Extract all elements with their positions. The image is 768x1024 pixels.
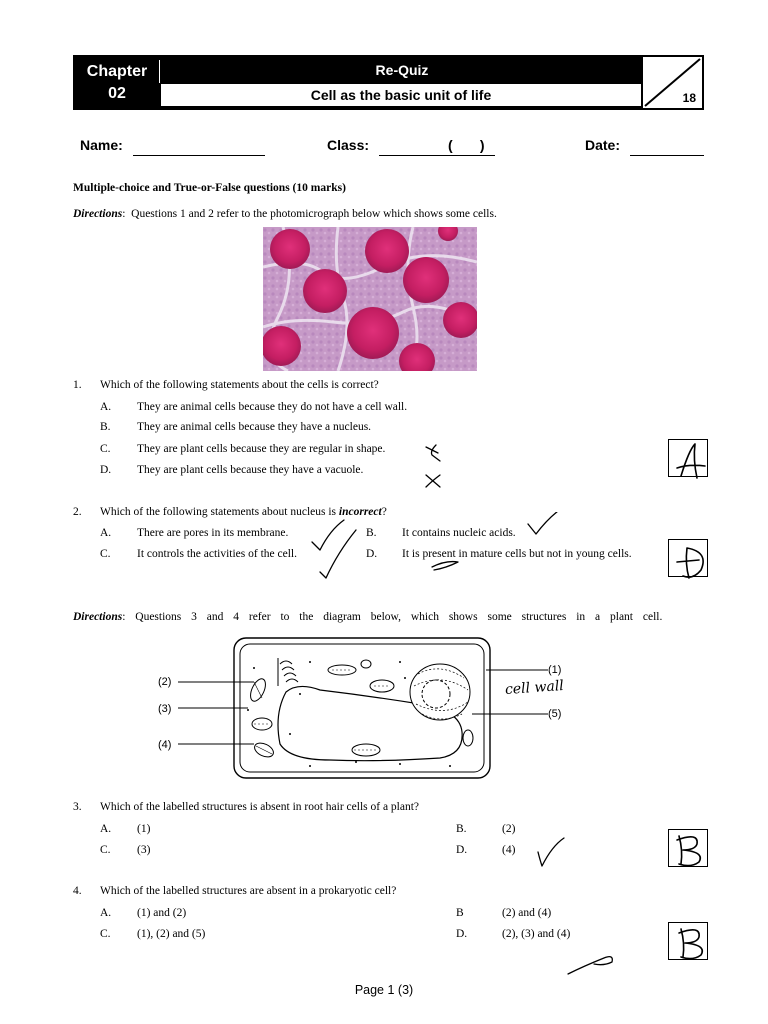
q4-option-c-text: (1), (2) and (5) xyxy=(137,928,206,940)
q2-option-c-text: It controls the activities of the cell. xyxy=(137,548,297,560)
directions-2: Directions: Questions 3 and 4 refer to the diagram below, which shows some structures in a plant cell. xyxy=(73,611,663,623)
score-box xyxy=(643,57,702,108)
scribble-mark-icon xyxy=(564,950,620,978)
question-2-number: 2. xyxy=(73,506,82,518)
q2-option-b-text: It contains nucleic acids. xyxy=(402,527,516,539)
q2-option-a[interactable]: A. xyxy=(100,527,112,539)
q4-option-b-text: (2) and (4) xyxy=(502,907,552,919)
question-2-text: Which of the following statements about nucleus is incorrect? xyxy=(100,506,387,518)
handwritten-answer-d xyxy=(669,540,709,584)
q4-option-c[interactable]: C. xyxy=(100,928,111,940)
q2-option-d-text: It is present in mature cells but not in young cells. xyxy=(402,548,632,560)
question-4-text: Which of the labelled structures are absent in a prokaryotic cell? xyxy=(100,885,397,897)
question-number: 1. xyxy=(73,379,82,391)
diagram-label-2: (2) xyxy=(158,676,172,688)
directions-2-text: : Questions 3 and 4 refer to the diagram below, which shows some structures in a plant cell. xyxy=(122,611,663,623)
q4-option-d-text: (2), (3) and (4) xyxy=(502,928,571,940)
name-label: Name: xyxy=(80,137,123,153)
name-field[interactable] xyxy=(133,154,265,156)
date-field[interactable] xyxy=(630,154,704,156)
directions-word: Directions xyxy=(73,208,123,220)
q2-option-d[interactable]: D. xyxy=(366,548,378,560)
tick-mark-icon xyxy=(534,836,566,870)
class-label: Class: xyxy=(327,137,370,153)
chapter-block xyxy=(75,57,159,108)
quiz-type: Re-Quiz xyxy=(375,62,429,78)
q1-option-b-text: They are animal cells because they have a nucleus. xyxy=(137,421,372,433)
class-number-paren: ( ) xyxy=(448,137,485,153)
chapter-number: 02 xyxy=(108,85,126,102)
answer-box-q4[interactable] xyxy=(668,922,708,960)
q3-option-c-text: (3) xyxy=(137,844,151,856)
handwritten-answer-b xyxy=(669,923,709,963)
q3-option-a-text: (1) xyxy=(137,823,151,835)
q1-option-c-text: They are plant cells because they are regular in shape. xyxy=(137,443,386,455)
q1-option-a[interactable]: A. xyxy=(100,401,112,413)
directions-1 xyxy=(73,207,497,221)
answer-box-q1[interactable] xyxy=(668,439,708,477)
question-text: Which of the following statements about the cells is correct? xyxy=(100,379,379,391)
q2-option-b[interactable]: B. xyxy=(366,527,377,539)
q4-option-a-text: (1) and (2) xyxy=(137,907,187,919)
handwritten-answer-b xyxy=(669,830,709,870)
q3-option-c[interactable]: C. xyxy=(100,844,111,856)
quiz-topic: Cell as the basic unit of life xyxy=(161,84,641,106)
diagram-label-4: (4) xyxy=(158,739,172,751)
question-3-number: 3. xyxy=(73,801,82,813)
q3-option-d-text: (4) xyxy=(502,844,516,856)
q4-option-a[interactable]: A. xyxy=(100,907,112,919)
q3-option-b[interactable]: B. xyxy=(456,823,467,835)
page-footer: Page 1 (3) xyxy=(354,983,414,997)
q2-option-a-text: There are pores in its membrane. xyxy=(137,527,289,539)
emphasis-incorrect: incorrect xyxy=(338,506,382,518)
date-label: Date: xyxy=(585,137,621,153)
q2-option-c[interactable]: C. xyxy=(100,548,111,560)
q1-option-c[interactable]: C. xyxy=(100,443,111,455)
question-3-text: Which of the labelled structures is absent in root hair cells of a plant? xyxy=(100,801,420,813)
q3-option-d[interactable]: D. xyxy=(456,844,468,856)
quiz-header xyxy=(73,55,704,110)
q1-option-a-text: They are animal cells because they do not have a cell wall. xyxy=(137,401,408,413)
diagram-label-3: (3) xyxy=(158,703,172,715)
answer-box-q3[interactable] xyxy=(668,829,708,867)
q1-option-d-text: They are plant cells because they have a vacuole. xyxy=(137,464,364,476)
answer-box-q2[interactable] xyxy=(668,539,708,577)
photomicrograph xyxy=(263,227,477,371)
q1-option-b[interactable]: B. xyxy=(100,421,111,433)
directions-1-text: : Questions 1 and 2 refer to the photomicrograph below which shows some cells. xyxy=(122,208,497,220)
handwritten-note-cell-wall: cell wall xyxy=(504,677,565,699)
q4-option-d[interactable]: D. xyxy=(456,928,468,940)
header-divider xyxy=(159,60,160,83)
question-4-number: 4. xyxy=(73,885,82,897)
chapter-word: Chapter xyxy=(86,63,148,80)
section-title: Multiple-choice and True-or-False questions (10 marks) xyxy=(73,182,346,194)
q1-option-d[interactable]: D. xyxy=(100,464,112,476)
score-value: 18 xyxy=(682,91,696,105)
q4-option-b[interactable]: B xyxy=(456,907,464,919)
class-field[interactable] xyxy=(379,154,495,156)
handwritten-answer-a xyxy=(669,440,709,484)
q3-option-a[interactable]: A. xyxy=(100,823,112,835)
cross-mark-icons xyxy=(420,443,450,491)
tick-mark-icons xyxy=(308,512,578,582)
diagram-label-1: (1) xyxy=(548,664,562,676)
q3-option-b-text: (2) xyxy=(502,823,516,835)
diagram-label-5: (5) xyxy=(548,708,562,720)
